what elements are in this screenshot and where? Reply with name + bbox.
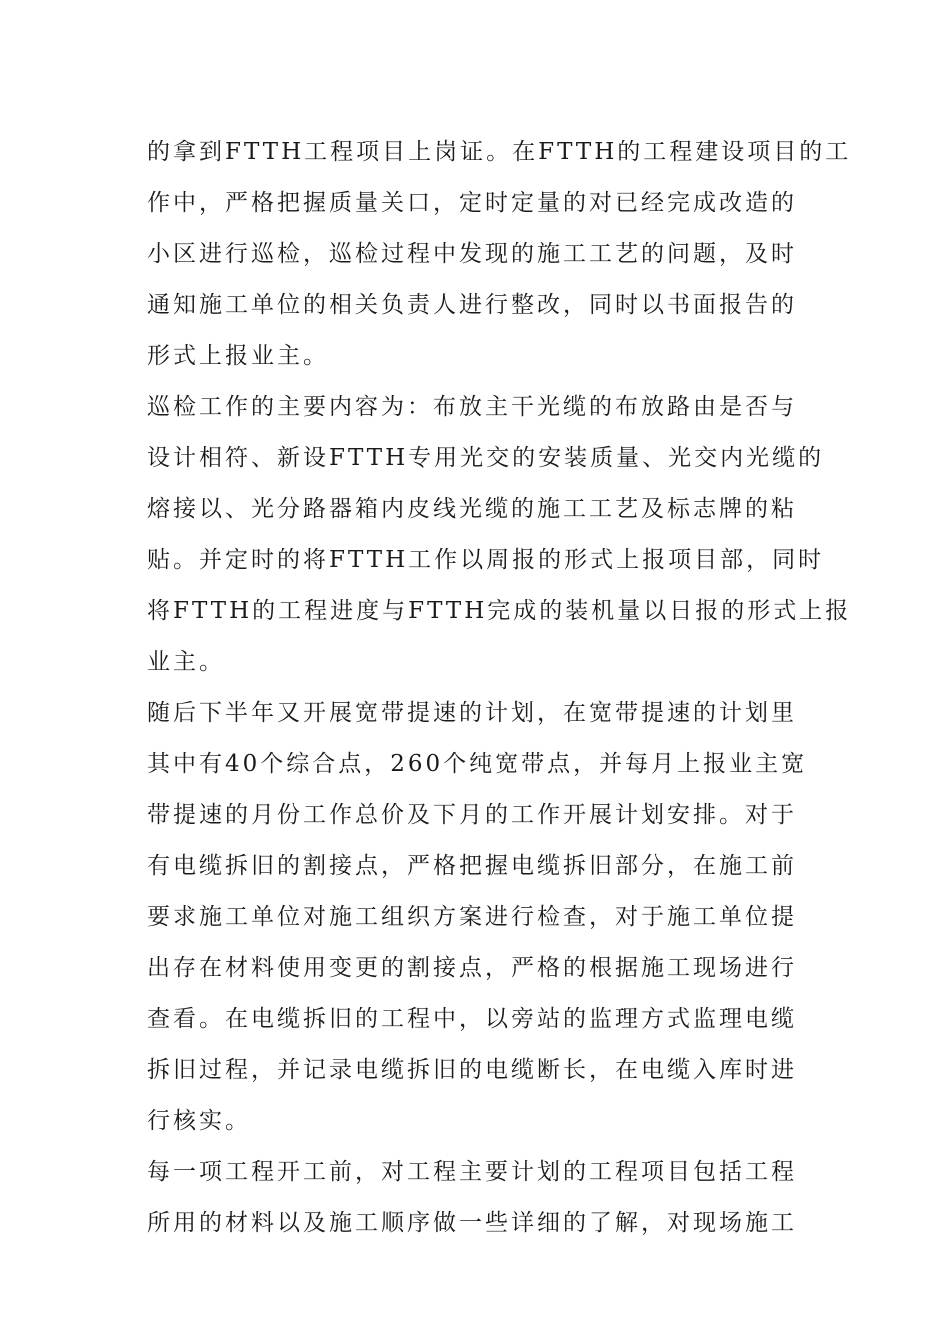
- text-line: 贴。并定时的将FTTH工作以周报的形式上报项目部，同时: [147, 547, 825, 573]
- text-line: 有电缆拆旧的割接点，严格把握电缆拆旧部分，在施工前: [147, 853, 797, 879]
- text-line: 出存在材料使用变更的割接点，严格的根据施工现场进行: [147, 955, 797, 981]
- text-line: 小区进行巡检，巡检过程中发现的施工工艺的问题，及时: [147, 241, 797, 267]
- text-line: 所用的材料以及施工顺序做一些详细的了解，对现场施工: [147, 1210, 797, 1236]
- text-line: 形式上报业主。: [147, 343, 329, 369]
- text-line: 业主。: [147, 649, 225, 675]
- text-line: 作中，严格把握质量关口，定时定量的对已经完成改造的: [147, 190, 797, 216]
- text-line: 设计相符、新设FTTH专用光交的安装质量、光交内光缆的: [147, 445, 825, 471]
- text-line: 通知施工单位的相关负责人进行整改，同时以书面报告的: [147, 292, 797, 318]
- text-line: 要求施工单位对施工组织方案进行检查，对于施工单位提: [147, 904, 797, 930]
- text-line: 带提速的月份工作总价及下月的工作开展计划安排。对于: [147, 802, 797, 828]
- text-line: 随后下半年又开展宽带提速的计划，在宽带提速的计划里: [147, 700, 797, 726]
- text-line: 的拿到FTTH工程项目上岗证。在FTTH的工程建设项目的工: [147, 139, 852, 165]
- text-line: 每一项工程开工前，对工程主要计划的工程项目包括工程: [147, 1159, 797, 1185]
- text-line: 熔接以、光分路器箱内皮线光缆的施工工艺及标志牌的粘: [147, 496, 797, 522]
- text-line: 巡检工作的主要内容为：布放主干光缆的布放路由是否与: [147, 394, 797, 420]
- text-line: 查看。在电缆拆旧的工程中，以旁站的监理方式监理电缆: [147, 1006, 797, 1032]
- text-line: 拆旧过程，并记录电缆拆旧的电缆断长，在电缆入库时进: [147, 1057, 797, 1083]
- text-line: 行核实。: [147, 1108, 251, 1134]
- text-line: 其中有40个综合点，260个纯宽带点，并每月上报业主宽: [147, 751, 808, 777]
- document-body-text: [147, 127, 852, 1249]
- text-line: 将FTTH的工程进度与FTTH完成的装机量以日报的形式上报: [147, 598, 852, 624]
